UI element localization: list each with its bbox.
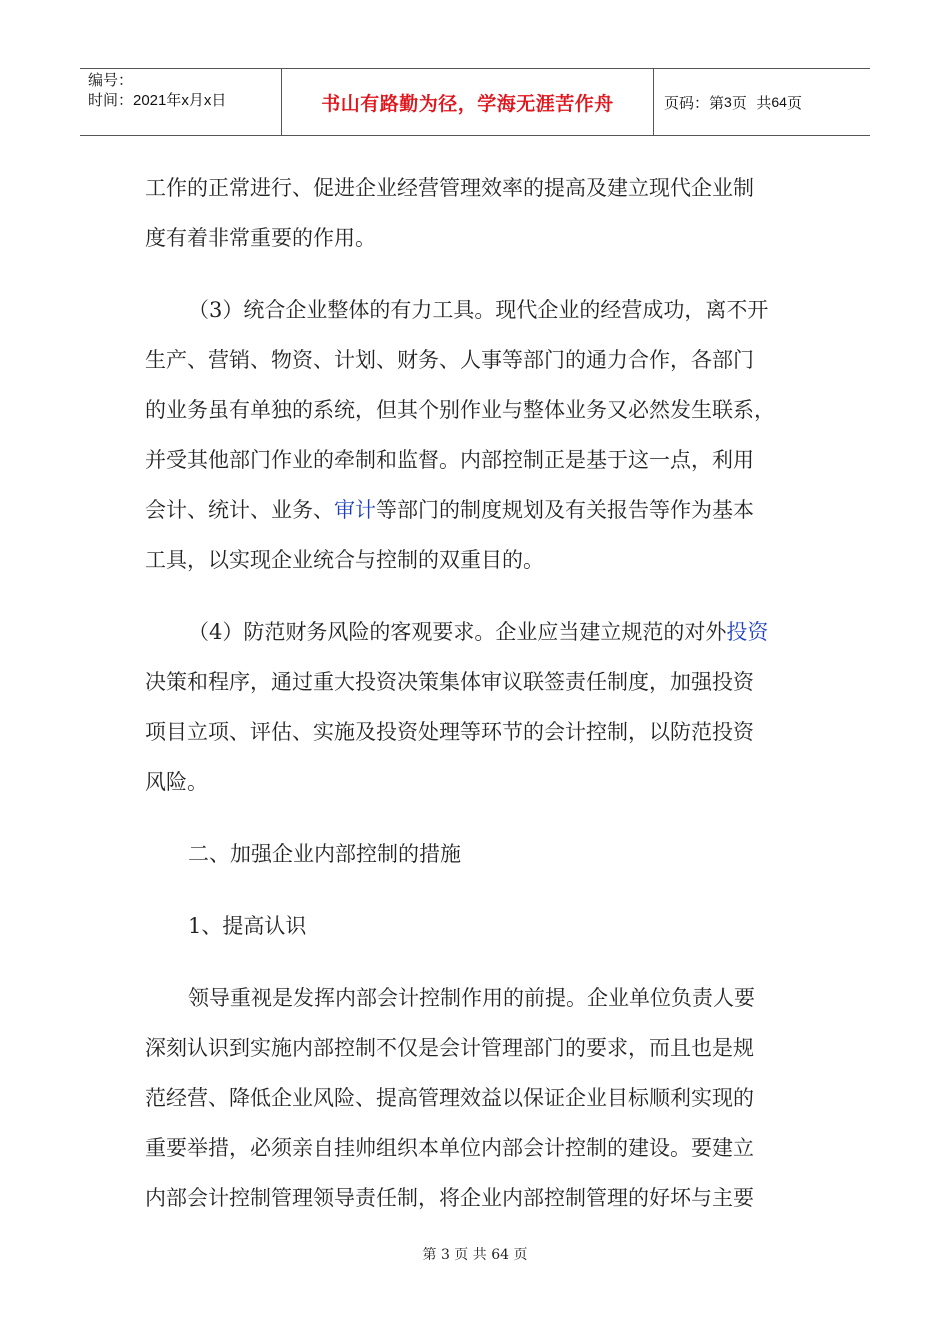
paragraph-2 bbox=[145, 285, 805, 585]
text-line bbox=[145, 485, 805, 535]
date-label: 时间：2021年x月x日 bbox=[88, 92, 227, 109]
page-total: 64 bbox=[771, 94, 787, 110]
text-span: 等部门的制度规划及有关报告等作为基本 bbox=[376, 498, 754, 522]
text-span: 会计、统计、业务、 bbox=[145, 498, 334, 522]
text-line: 重要举措，必须亲自挂帅组织本单位内部会计控制的建设。要建立 bbox=[145, 1136, 754, 1160]
text-line: 生产、营销、物资、计划、财务、人事等部门的通力合作，各部门 bbox=[145, 348, 754, 372]
text-line: 项目立项、评估、实施及投资处理等环节的会计控制，以防范投资 bbox=[145, 720, 754, 744]
text-line: 工作的正常进行、促进企业经营管理效率的提高及建立现代企业制 bbox=[145, 176, 754, 200]
header-motto: 书山有路勤为径，学海无涯苦作舟 bbox=[321, 92, 614, 115]
paragraph-4 bbox=[145, 973, 805, 1223]
text-line: 并受其他部门作业的牵制和监督。内部控制正是基于这一点，利用 bbox=[145, 448, 754, 472]
text-line: （3）统合企业整体的有力工具。现代企业的经营成功，离不开 bbox=[188, 298, 769, 322]
document-body bbox=[145, 163, 805, 1223]
page-header bbox=[80, 68, 870, 136]
text-line: 领导重视是发挥内部会计控制作用的前提。企业单位负责人要 bbox=[188, 986, 755, 1010]
text-line: 的业务虽有单独的系统，但其个别作业与整体业务又必然发生联系， bbox=[145, 398, 775, 422]
audit-link[interactable]: 审计 bbox=[334, 498, 376, 522]
page-number: 3 bbox=[724, 94, 732, 110]
text-line: 度有着非常重要的作用。 bbox=[145, 226, 376, 250]
paragraph-1 bbox=[145, 163, 805, 263]
text-span: （4）防范财务风险的客观要求。企业应当建立规范的对外 bbox=[188, 620, 727, 644]
text-line: 内部会计控制管理领导责任制，将企业内部控制管理的好坏与主要 bbox=[145, 1186, 754, 1210]
page-footer: 第 3 页 共 64 页 bbox=[422, 1247, 528, 1263]
page-mid: 页 共 bbox=[731, 93, 772, 112]
text-line: 范经营、降低企业风险、提高管理效益以保证企业目标顺利实现的 bbox=[145, 1086, 754, 1110]
text-line bbox=[145, 607, 805, 657]
investment-link[interactable]: 投资 bbox=[726, 620, 769, 644]
header-meta bbox=[80, 69, 281, 135]
text-line: 决策和程序，通过重大投资决策集体审议联签责任制度，加强投资 bbox=[145, 670, 754, 694]
number-label: 编号： bbox=[88, 72, 134, 89]
text-line: 风险。 bbox=[145, 770, 208, 794]
page-prefix: 页码：第 bbox=[664, 93, 725, 112]
subsection-heading: 1、提高认识 bbox=[188, 914, 307, 938]
header-motto-cell bbox=[281, 69, 654, 135]
page-suffix: 页 bbox=[786, 93, 802, 112]
text-line: 深刻认识到实施内部控制不仅是会计管理部门的要求，而且也是规 bbox=[145, 1036, 754, 1060]
header-page-info bbox=[654, 69, 870, 135]
section-heading: 二、加强企业内部控制的措施 bbox=[188, 842, 461, 866]
paragraph-3 bbox=[145, 607, 805, 807]
text-line: 工具，以实现企业统合与控制的双重目的。 bbox=[145, 548, 544, 572]
